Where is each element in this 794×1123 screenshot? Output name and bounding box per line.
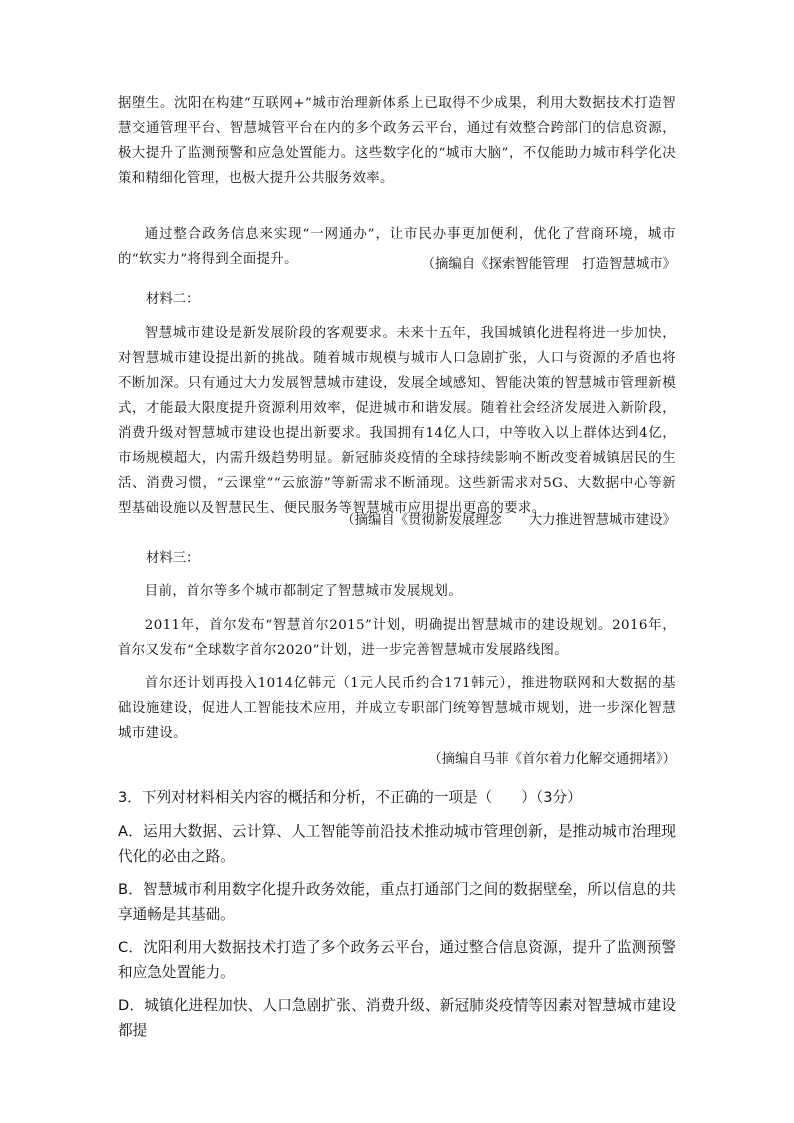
material-two-body — [118, 321, 676, 521]
option-d-block — [118, 993, 676, 1043]
material-one-source: （摘编自《探索智能管理 打造智慧城市》 — [421, 257, 676, 272]
material-two-label: 材料二： — [146, 292, 200, 307]
question-3 — [118, 785, 676, 810]
material-two-source: （摘编自《贯彻新发展理念 大力推进智慧城市建设》 — [341, 513, 676, 528]
material-three-body-3 — [118, 671, 676, 746]
material-three-paragraph-3: 首尔还计划再投入1014亿韩元（1元人民币约合171韩元），推进物联网和大数据的基础设施建设，促进人工智能技术应用，并成立专职部门统筹智慧城市规划，进一步深化智慧城市建设。 — [118, 676, 676, 741]
option-c-block — [118, 935, 676, 985]
option-b[interactable]: B．智慧城市利用数字化提升政务效能，重点打通部门之间的数据壁垒，所以信息的共享通畅是其基础。 — [118, 881, 676, 923]
material-one-body — [118, 91, 676, 191]
material-three-body-2 — [118, 613, 676, 663]
material-three-paragraph-2: 2011年，首尔发布“智慧首尔2015”计划，明确提出智慧城市的建设规划。2016年，首尔又发布“全球数字首尔2020”计划，进一步完善智慧城市发展路线图。 — [118, 618, 676, 658]
material-three-label: 材料三： — [146, 551, 200, 566]
option-a-block — [118, 819, 676, 869]
option-b-block — [118, 877, 676, 927]
material-one-paragraph-1: 据堕生。沈阳在构建“互联网+”城市治理新体系上已取得不少成果，利用大数据技术打造智慧交通管理平台、智慧城管平台在内的多个政务云平台，通过有效整合跨部门的信息资源，极大提升了监测预警和应急处置能力。这些数字化的“城市大脑”，不仅能助力城市科学化决策和精细化管理，也极大提升公共服务效率。 — [118, 96, 676, 186]
option-d[interactable]: D．城镇化进程加快、人口急剧扩张、消费升级、新冠肺炎疫情等因素对智慧城市建设都提 — [118, 997, 676, 1039]
material-three-body-1 — [118, 579, 676, 604]
material-one-paragraph-2: 通过整合政务信息来实现“一网通办”，让市民办事更加便利，优化了营商环境，城市的“软实力”将得到全面提升。 — [118, 227, 676, 267]
question-stem: 3．下列对材料相关内容的概括和分析，不正确的一项是（ ）（3分） — [118, 789, 582, 806]
option-a[interactable]: A．运用大数据、云计算、人工智能等前沿技术推动城市管理创新，是推动城市治理现代化的必由之路。 — [118, 823, 676, 865]
option-c[interactable]: C．沈阳利用大数据技术打造了多个政务云平台，通过整合信息资源，提升了监测预警和应急处置能力。 — [118, 939, 676, 981]
material-three-source: （摘编自马菲《首尔着力化解交通拥堵》） — [428, 752, 676, 767]
material-two-paragraph-1: 智慧城市建设是新发展阶段的客观要求。未来十五年，我国城镇化进程将进一步加快，对智慧城市建设提出新的挑战。随着城市规模与城市人口急剧扩张，人口与资源的矛盾也将不断加深。只有通过大力发展智慧城市建设，发展全域感知、智能决策的智慧城市管理新模式，才能最大限度提升资源利用效率，促进城市和谐发展。随着社会经济发展进入新阶段，消费升级对智慧城市建设也提出新要求。我国拥有14亿人口，中等收入以上群体达到4亿，市场规模超大，内需升级趋势明显。新冠肺炎疫情的全球持续影响不断改变着城镇居民的生活、消费习惯，“云课堂”“云旅游”等新需求不断涌现。这些新需求对5G、大数据中心等新型基础设施以及智慧民生、便民服务等智慧城市应用提出更高的要求。 — [118, 326, 676, 516]
material-three-paragraph-1: 目前，首尔等多个城市都制定了智慧城市发展规划。 — [144, 584, 462, 599]
